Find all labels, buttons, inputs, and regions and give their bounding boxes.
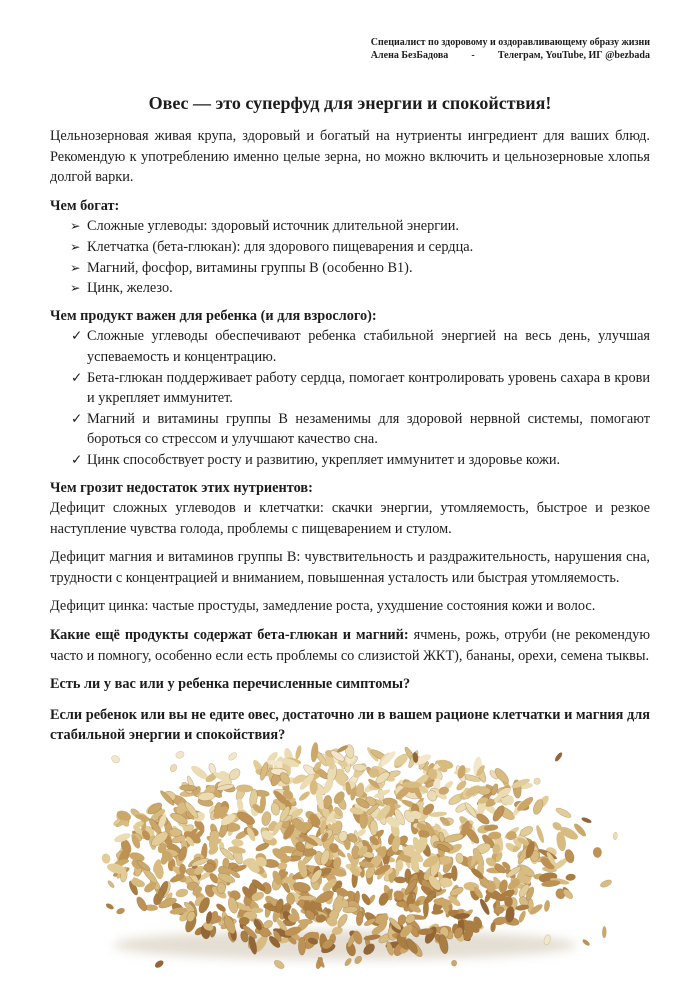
author-name: Алена БезБадова [370,50,449,61]
section-rich-in [50,196,650,299]
list-item [50,326,650,367]
deficiency-paragraph: Дефицит цинка: частые простуды, замедление роста, ухудшение состояния кожи и волос. [50,598,596,615]
checkmark-bullet-icon: ✓ [71,369,83,385]
intro-paragraph: Цельнозерновая живая крупа, здоровый и богатый на нутриенты ингредиент для ваших блюд. Рекомендую к употреблению именно целые зерна, но можно включить и цельнозерновые хлопья долгой варки. [50,128,650,186]
list-item-text: Магний и витамины группы В незаменимы для здоровой нервной системы, помогают бороться со стрессом и улучшают качество сна. [87,410,650,448]
header-specialist-line: Специалист по здоровому и оздоравливающему образу жизни [370,37,650,48]
list-item-text: Цинк способствует росту и развитию, укрепляет иммунитет и здоровье кожи. [87,451,561,468]
section-deficiency-heading: Чем грозит недостаток этих нутриентов: [50,479,313,496]
arrow-bullet-icon: ➢ [70,219,81,234]
deficiency-paragraph: Дефицит магния и витаминов группы В: чувствительность и раздражительность, нарушения сна, трудности с концентрацией и вниманием, повышенная усталость или быстрая утомляемость. [50,549,650,586]
document-header [50,36,650,62]
list-item [50,258,650,279]
arrow-bullet-icon: ➢ [70,260,81,275]
list-item [50,216,650,237]
question-symptoms: Есть ли у вас или у ребенка перечисленные симптомы? [50,676,411,693]
other-products-lead: Какие ещё продукты содержат бета-глюкан и магний: [50,627,409,644]
checkmark-bullet-icon: ✓ [71,328,83,344]
list-item [50,368,650,409]
author-separator: - [471,50,475,61]
list-item [50,237,650,258]
checkmark-bullet-icon: ✓ [71,410,83,426]
section-deficiency [50,478,650,618]
section-benefits-heading: Чем продукт важен для ребенка (и для взрослого): [50,307,377,324]
arrow-bullet-icon: ➢ [70,281,81,296]
other-products-paragraph [50,625,650,666]
oats-photo [0,740,700,991]
section-benefits [50,306,650,471]
deficiency-paragraph: Дефицит сложных углеводов и клетчатки: скачки энергии, утомляемость, быстрое и резкое наступление чувства голода, проблемы с пищеварением и стулом. [50,500,650,537]
section-rich-heading: Чем богат: [50,197,120,214]
rich-list [50,216,650,298]
list-item [50,409,650,450]
list-item-text: Магний, фосфор, витамины группы В (особенно В1). [87,259,413,276]
oats-illustration [0,740,700,991]
list-item-text: Сложные углеводы: здоровый источник длительной энергии. [87,218,459,235]
arrow-bullet-icon: ➢ [70,239,81,254]
other-products-text: ячмень, рожь, отруби (не рекомендую часто и помногу, особенно если есть проблемы со слизистой ЖКТ), бананы, орехи, семена тыквы. [50,627,651,664]
list-item [50,278,650,299]
list-item-text: Сложные углеводы обеспечивают ребенка стабильной энергией на весь день, улучшая успеваемость и концентрацию. [87,328,650,365]
benefits-list [50,326,650,470]
header-block [371,36,650,62]
author-contacts: Телеграм, YouTube, ИГ @bezbada [497,50,650,61]
list-item-text: Бета-глюкан поддерживает работу сердца, помогает контролировать уровень сахара в крови и укрепляет иммунитет. [87,369,650,407]
list-item [50,450,650,471]
checkmark-bullet-icon: ✓ [71,451,83,467]
page-title: Овес — это суперфуд для энергии и спокойствия! [148,93,552,113]
header-author-line [371,49,650,62]
list-item-text: Клетчатка (бета-глюкан): для здорового пищеварения и сердца. [87,238,474,255]
question-diet: Если ребенок или вы не едите овес, достаточно ли в вашем рационе клетчатки и магния для стабильной энергии и спокойствия? [50,706,650,744]
list-item-text: Цинк, железо. [87,280,173,297]
